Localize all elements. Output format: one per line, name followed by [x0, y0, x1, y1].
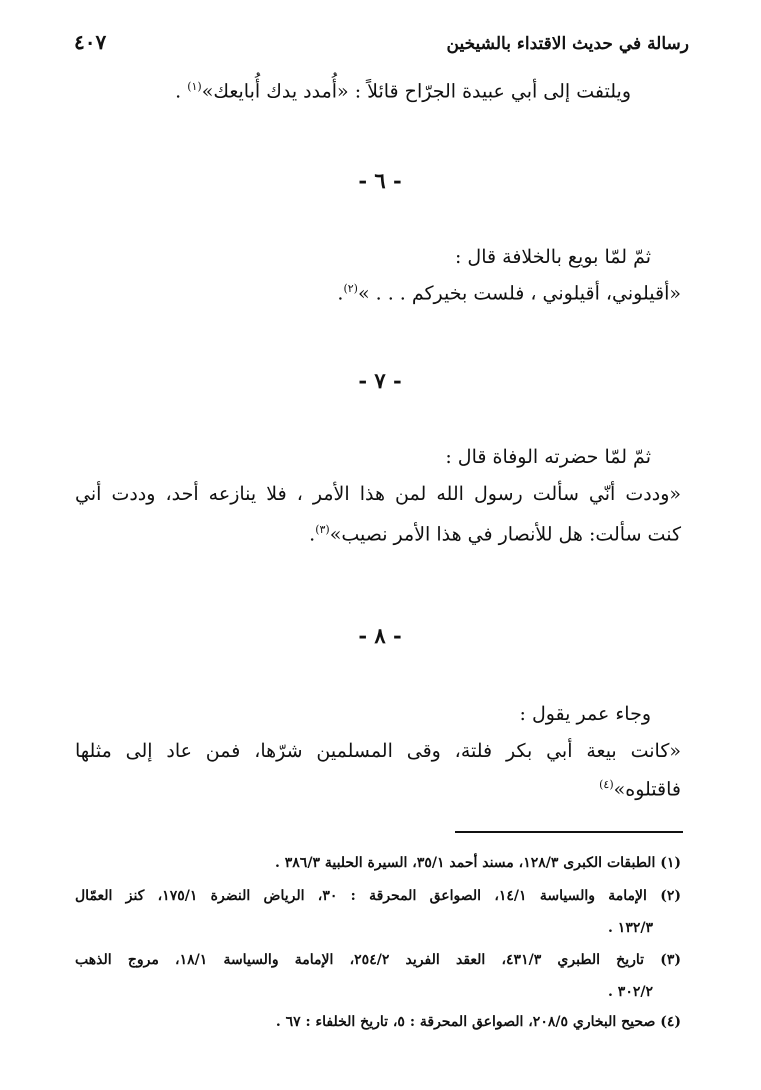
section-8-quote-line-2-wrap: [599, 778, 681, 800]
section-7-quote-line-2-wrap: [309, 523, 681, 545]
section-8-quote-line-2: فاقتلوه»: [613, 778, 681, 801]
footnote-2-line-1: (٢) الإمامة والسياسة ١٤/١، الصواعق المحرقة : ٣٠، الرياض النضرة ١٧٥/١، كنز العمّال: [75, 888, 681, 904]
footnote-2-line-2: ١٣٢/٣ .: [608, 920, 653, 936]
section-6-quote-line: «أقيلوني، أقيلوني ، فلست بخيركم . . . »: [357, 282, 681, 305]
section-7-end: .: [309, 523, 316, 546]
section-number-8: - ٨ -: [358, 623, 402, 648]
intro-end: .: [175, 80, 188, 103]
section-number-7: - ٧ -: [358, 368, 402, 393]
footnote-1: (١) الطبقات الكبرى ١٢٨/٣، مسند أحمد ٣٥/١، السيرة الحلبية ٣٨٦/٣ .: [275, 855, 681, 871]
section-6-lead: ثمّ لمّا بويع بالخلافة قال :: [454, 246, 651, 268]
footnote-divider: [455, 831, 683, 833]
page-number: ٤٠٧: [74, 30, 107, 54]
intro-text: ويلتفت إلى أبي عبيدة الجرّاح قائلاً : «أُمدد يدك أُبايعك»: [201, 80, 631, 103]
section-6-end: .: [337, 282, 344, 305]
footnote-3-line-2: ٣٠٢/٢ .: [608, 984, 653, 1000]
section-8-quote-line-1: «كانت بيعة أبي بكر فلتة، وقى المسلمين شرّها، فمن عاد إلى مثلها: [75, 740, 681, 762]
section-7-lead: ثمّ لمّا حضرته الوفاة قال :: [445, 446, 651, 468]
section-6-quote: [337, 282, 681, 304]
section-8-lead: وجاء عمر يقول :: [519, 703, 651, 725]
section-number-6: - ٦ -: [358, 168, 402, 193]
footnote-ref-2: (٢): [343, 282, 358, 295]
section-7-quote-line-1: «وددت أنّي سألت رسول الله لمن هذا الأمر ، فلا ينازعه أحد، وددت أني: [75, 483, 681, 505]
footnote-ref-4: (٤): [599, 778, 614, 791]
intro-paragraph: [175, 80, 631, 102]
footnote-3-line-1: (٣) تاريخ الطبري ٤٣١/٣، العقد الفريد ٢٥٤/٢، الإمامة والسياسة ١٨/١، مروج الذهب: [75, 952, 682, 968]
section-7-quote-line-2: كنت سألت: هل للأنصار في هذا الأمر نصيب»: [329, 523, 681, 546]
running-header: رسالة في حديث الاقتداء بالشيخين: [446, 34, 689, 54]
footnote-ref-3: (٣): [315, 523, 330, 536]
footnote-4: (٤) صحيح البخاري ٢٠٨/٥، الصواعق المحرقة : ٥، تاريخ الخلفاء : ٦٧ .: [275, 1014, 681, 1030]
footnote-ref-1: (١): [187, 80, 202, 93]
